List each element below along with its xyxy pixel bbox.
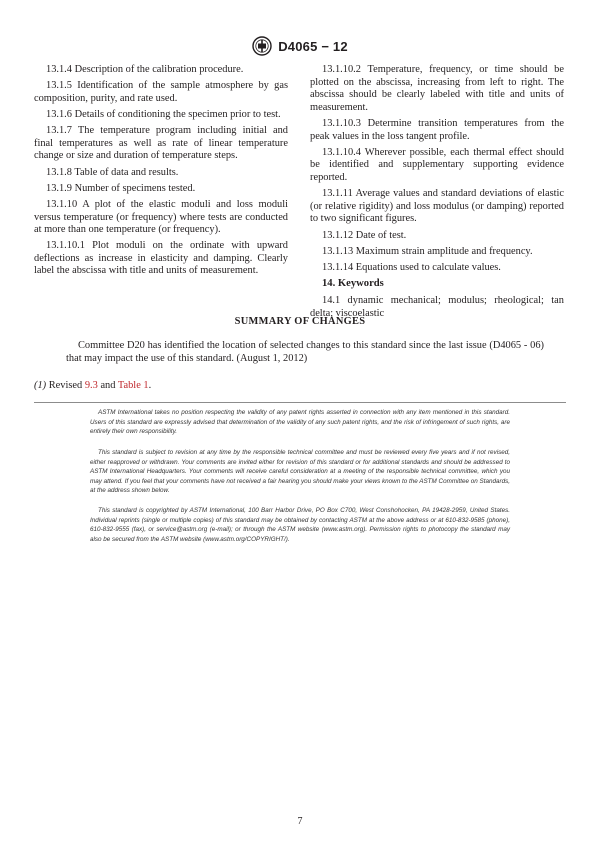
revision-label: Revised xyxy=(48,380,83,391)
paragraph-13-1-10: 13.1.10 A plot of the elastic moduli and loss moduli versus temperature (or frequency) where tests are conducted at more than one temperature (or frequency). xyxy=(34,198,288,236)
paragraph-13-1-8: 13.1.8 Table of data and results. xyxy=(46,166,179,178)
left-column xyxy=(34,64,288,282)
page-header xyxy=(0,36,600,56)
summary-title: SUMMARY OF CHANGES xyxy=(234,316,366,327)
patent-notice: ASTM International takes no position respecting the validity of any patent rights asserted in connection with any item mentioned in this standard. Users of this standard are expressly advised that determination of the validity of any such patent rights, and the risk of infringement of such rights, are entirely their own responsibility. xyxy=(90,409,510,436)
paragraph-13-1-10-1: 13.1.10.1 Plot moduli on the ordinate with upward deflections as increase in elasticity and damping. Clearly label the abscissa with title and units of measurement. xyxy=(34,240,288,277)
right-column xyxy=(310,64,564,324)
paragraph-13-1-14: 13.1.14 Equations used to calculate values. xyxy=(322,261,501,273)
revision-number: (1) xyxy=(34,380,47,391)
document-id: D4065 − 12 xyxy=(278,38,348,54)
revision-item xyxy=(34,380,151,391)
astm-logo-icon xyxy=(252,36,272,56)
paragraph-13-1-6: 13.1.6 Details of conditioning the specimen prior to test. xyxy=(46,108,281,120)
paragraph-13-1-10-3: 13.1.10.3 Determine transition temperatures from the peak values in the loss tangent profile. xyxy=(310,117,564,142)
page-number: 7 xyxy=(297,816,303,827)
paragraph-13-1-5: 13.1.5 Identification of the sample atmosphere by gas composition, purity, and rate used. xyxy=(34,80,288,104)
revision-notice: This standard is subject to revision at any time by the responsible technical committee and must be reviewed every five years and if not revised, either reapproved or withdrawn. Your comments are invited either for revision of this standard or for additional standards and should be addressed to ASTM International Headquarters. Your comments will receive careful consideration at a meeting of the responsible technical committee, which you may attend. If you feel that your comments have not received a fair hearing you should make your views known to the ASTM Committee on Standards, at the address shown below. xyxy=(90,449,510,495)
table-1-link[interactable]: Table 1 xyxy=(117,380,149,391)
paragraph-13-1-11: 13.1.11 Average values and standard deviations of elastic (or relative rigidity) and loss modulus (or damping) reported to two significant figures. xyxy=(310,188,564,225)
paragraph-13-1-10-2: 13.1.10.2 Temperature, frequency, or time should be plotted on the abscissa, increasing from left to right. The abscissa should be clearly labeled with title and units of measurement. xyxy=(310,64,564,113)
section-9-3-link[interactable]: 9.3 xyxy=(84,380,98,391)
keywords-heading: 14. Keywords xyxy=(322,278,384,290)
keywords-text: 14.1 dynamic mechanical; modulus; rheological; tan delta; viscoelastic xyxy=(310,295,564,319)
paragraph-13-1-9: 13.1.9 Number of specimens tested. xyxy=(46,182,196,194)
paragraph-13-1-12: 13.1.12 Date of test. xyxy=(322,229,407,241)
paragraph-13-1-13: 13.1.13 Maximum strain amplitude and frequency. xyxy=(322,245,533,257)
divider xyxy=(34,402,566,403)
paragraph-13-1-4: 13.1.4 Description of the calibration procedure. xyxy=(46,64,244,75)
paragraph-13-1-10-4: 13.1.10.4 Wherever possible, each thermal effect should be identified and supplementary supporting evidence reported. xyxy=(310,146,564,183)
copyright-notice: This standard is copyrighted by ASTM International, 100 Barr Harbor Drive, PO Box C700, West Conshohocken, PA 19428-2959, United States. Individual reprints (single or multiple copies) of this standard may be obtained by contacting ASTM at the above address or at 610-832-9585 (phone), 610-832-9555 (fax), or service@astm.org (e-mail); or through the ASTM website (www.astm.org). Permission rights to photocopy the standard may also be secured from the ASTM website (www.astm.org/COPYRIGHT/). xyxy=(90,507,510,543)
revision-and: and xyxy=(100,380,116,391)
revision-period: . xyxy=(148,380,152,391)
paragraph-13-1-7: 13.1.7 The temperature program including initial and final temperatures as well as rate of linear temperature change or size and duration of temperature steps. xyxy=(34,125,288,162)
summary-body: Committee D20 has identified the location of selected changes to this standard since the last issue (D4065 - 06) that may impact the use of this standard. (August 1, 2012) xyxy=(66,340,544,364)
